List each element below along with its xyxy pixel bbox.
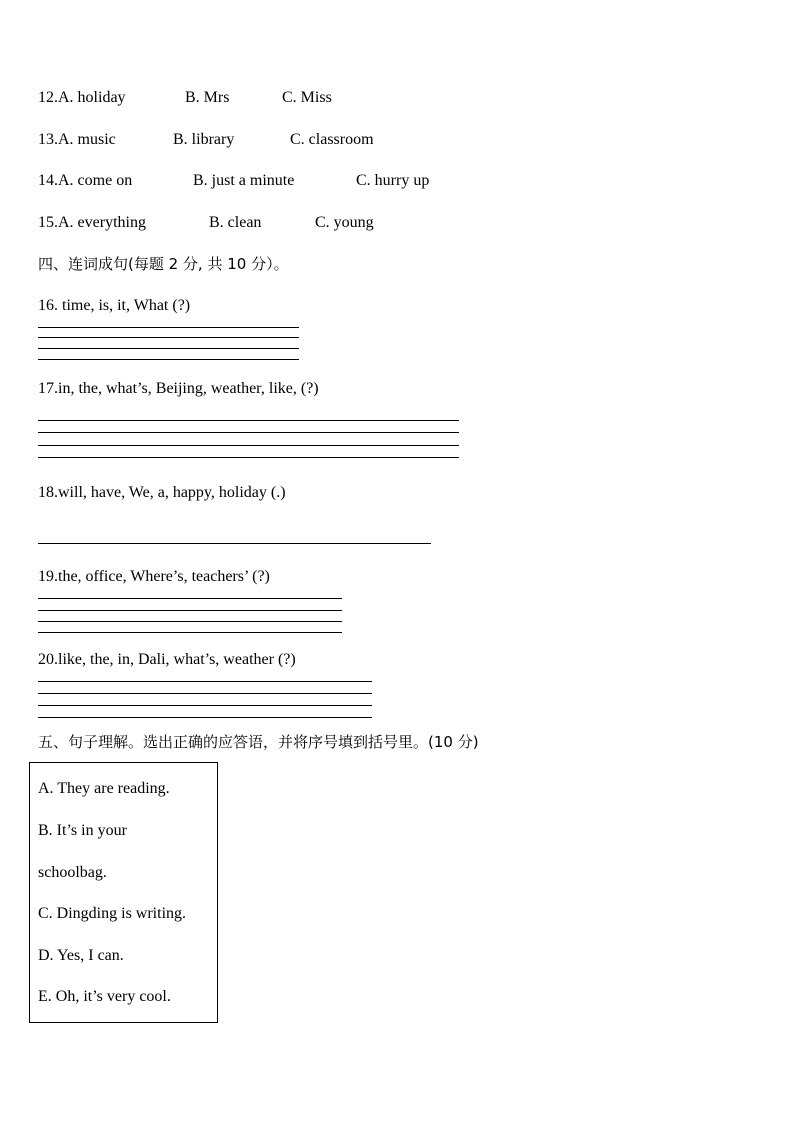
answer-options-box bbox=[29, 762, 218, 1023]
choice-option-b: B. clean bbox=[209, 214, 262, 231]
choice-option-a: 13.A. music bbox=[38, 131, 116, 148]
question-number: 12. bbox=[38, 89, 58, 106]
answer-line[interactable] bbox=[38, 693, 372, 694]
answer-option-b-continued: schoolbag. bbox=[38, 864, 107, 881]
choice-option-b: B. just a minute bbox=[193, 172, 295, 189]
answer-option-b: B. It’s in your bbox=[38, 822, 127, 839]
question-number: 15. bbox=[38, 214, 58, 231]
answer-line[interactable] bbox=[38, 681, 372, 682]
question-number: 13. bbox=[38, 131, 58, 148]
answer-option-a: A. They are reading. bbox=[38, 780, 170, 797]
question-18: 18.will, have, We, a, happy, holiday (.) bbox=[38, 484, 286, 501]
question-20: 20.like, the, in, Dali, what’s, weather (?) bbox=[38, 651, 296, 668]
answer-line[interactable] bbox=[38, 610, 342, 611]
answer-line[interactable] bbox=[38, 705, 372, 706]
answer-option-e: E. Oh, it’s very cool. bbox=[38, 988, 171, 1005]
answer-line[interactable] bbox=[38, 632, 342, 633]
choice-option-c: C. hurry up bbox=[356, 172, 430, 189]
question-19: 19.the, office, Where’s, teachers’ (?) bbox=[38, 568, 270, 585]
section-4-title: 四、连词成句(每题 2 分, 共 10 分）。 bbox=[38, 255, 289, 273]
question-16: 16. time, is, it, What (?) bbox=[38, 297, 191, 314]
choice-option-a: 15.A. everything bbox=[38, 214, 146, 231]
answer-line[interactable] bbox=[38, 543, 431, 544]
choice-option-a: 12.A. holiday bbox=[38, 89, 126, 106]
answer-line[interactable] bbox=[38, 420, 459, 421]
choice-option-b: B. library bbox=[173, 131, 235, 148]
choice-option-c: C. classroom bbox=[290, 131, 374, 148]
answer-option-c: C. Dingding is writing. bbox=[38, 905, 187, 922]
answer-line[interactable] bbox=[38, 348, 299, 349]
answer-line[interactable] bbox=[38, 445, 459, 446]
question-17: 17.in, the, what’s, Beijing, weather, like, (?) bbox=[38, 380, 319, 397]
answer-line[interactable] bbox=[38, 337, 299, 338]
choice-option-b: B. Mrs bbox=[185, 89, 230, 106]
choice-option-a: 14.A. come on bbox=[38, 172, 133, 189]
answer-line[interactable] bbox=[38, 598, 342, 599]
answer-line[interactable] bbox=[38, 717, 372, 718]
choice-option-c: C. Miss bbox=[282, 89, 332, 106]
section-5-title: 五、句子理解。选出正确的应答语，并将序号填到括号里。(10 分) bbox=[38, 733, 479, 751]
answer-option-d: D. Yes, I can. bbox=[38, 947, 124, 964]
answer-line[interactable] bbox=[38, 327, 299, 328]
answer-line[interactable] bbox=[38, 432, 459, 433]
answer-line[interactable] bbox=[38, 457, 459, 458]
answer-line[interactable] bbox=[38, 621, 342, 622]
choice-option-c: C. young bbox=[315, 214, 374, 231]
question-number: 14. bbox=[38, 172, 58, 189]
answer-line[interactable] bbox=[38, 359, 299, 360]
